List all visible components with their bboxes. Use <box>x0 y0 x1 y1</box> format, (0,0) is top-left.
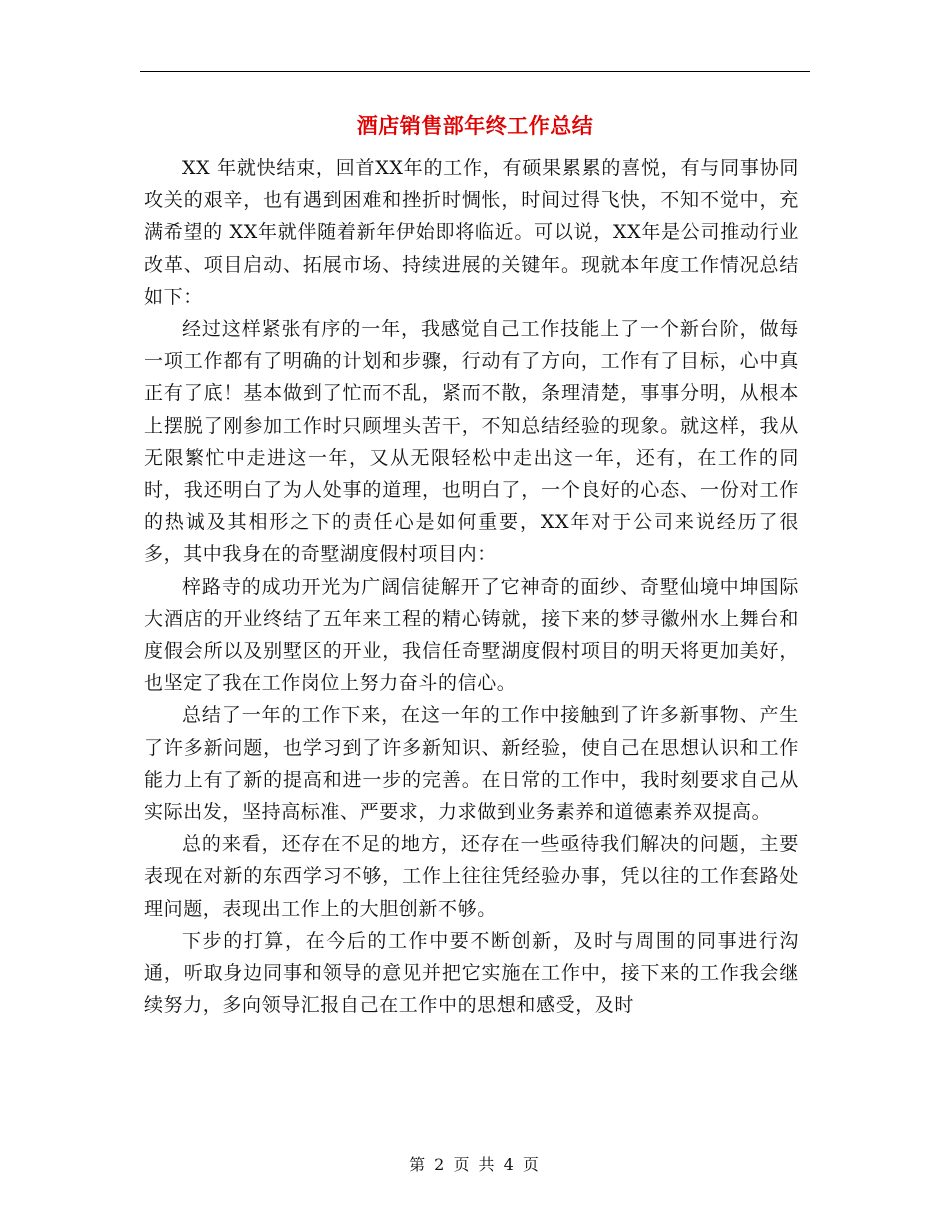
paragraph-2: 经过这样紧张有序的一年，我感觉自己工作技能上了一个新台阶，做每一项工作都有了明确的计划和步骤，行动有了方向，工作有了目标，心中真正有了底！基本做到了忙而不乱，紧而不散，条理清楚，事事分明，从根本上摆脱了刚参加工作时只顾埋头苦干，不知总结经验的现象。就这样，我从无限繁忙中走进这一年，又从无限轻松中走出这一年，还有，在工作的同时，我还明白了为人处事的道理，也明白了，一个良好的心态、一份对工作的热诚及其相形之下的责任心是如何重要，XX年对于公司来说经历了很多，其中我身在的奇墅湖度假村项目内： <box>144 318 799 566</box>
paragraph-6: 下步的打算，在今后的工作中要不断创新，及时与周围的同事进行沟通，听取身边同事和领导的意见并把它实施在工作中，接下来的工作我会继续努力，多向领导汇报自己在工作中的思想和感受，及时 <box>144 929 799 1017</box>
header-rule <box>140 71 810 72</box>
document-title: 酒店销售部年终工作总结 <box>356 114 594 138</box>
paragraph-4: 总结了一年的工作下来，在这一年的工作中接触到了许多新事物、产生了许多新问题，也学习到了许多新知识、新经验，使自己在思想认识和工作能力上有了新的提高和进一步的完善。在日常的工作中，我时刻要求自己从实际出发，坚持高标准、严要求，力求做到业务素养和道德素养双提高。 <box>144 704 799 824</box>
paragraph-5: 总的来看，还存在不足的地方，还存在一些亟待我们解决的问题，主要表现在对新的东西学习不够，工作上往往凭经验办事，凭以往的工作套路处理问题，表现出工作上的大胆创新不够。 <box>144 833 799 920</box>
paragraph-3: 梓路寺的成功开光为广阔信徒解开了它神奇的面纱、奇墅仙境中坤国际大酒店的开业终结了五年来工程的精心铸就，接下来的梦寻徽州水上舞台和度假会所以及别墅区的开业，我信任奇墅湖度假村项目的明天将更加美好，也坚定了我在工作岗位上努力奋斗的信心。 <box>144 575 799 695</box>
page-number: 第 2 页 共 4 页 <box>409 1155 541 1174</box>
paragraph-1: XX 年就快结束，回首XX年的工作，有硕果累累的喜悦，有与同事协同攻关的艰辛，也有遇到困难和挫折时惆怅，时间过得飞快，不知不觉中，充满希望的 XX年就伴随着新年伊始即将临近。可以说，XX年是公司推动行业改革、项目启动、拓展市场、持续进展的关键年。现就本年度工作情况总结如下： <box>144 157 799 308</box>
document-body <box>144 152 799 1021</box>
